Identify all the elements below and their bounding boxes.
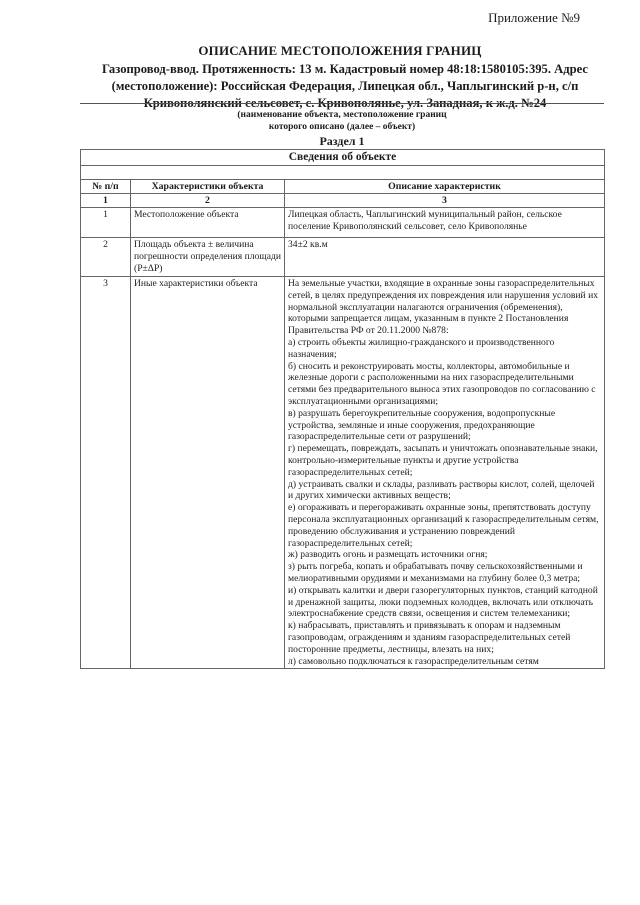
description-paragraph: з) рыть погреба, копать и обрабатывать почву сельскохозяйственными и мелиоративными орудиями и механизмами на глубину более 0,3 метра; <box>288 561 583 584</box>
description-paragraph: л) самовольно подключаться к газораспределительным сетям <box>288 655 539 667</box>
description-paragraph: и) открывать калитки и двери газорегуляторных пунктов, станций катодной и дренажной защиты, люки подземных колодцев, включать или отключать электроснабжение средств связи, освещения и систем телемеханики; <box>288 584 598 620</box>
subtitle-line: Кривополянский сельсовет, с. Кривополянье, ул. Западная, к ж.д. №24 <box>143 96 547 110</box>
description-paragraph: д) устраивать свалки и склады, разливать растворы кислот, солей, щелочей и других химически активных веществ; <box>288 478 595 502</box>
row-description <box>285 208 605 238</box>
subtitle-line: Газопровод-ввод. Протяженность: 13 м. Кадастровый номер 48:18:1580105:395. Адрес <box>102 62 588 76</box>
column-header-num: № п/п <box>81 180 131 194</box>
row-characteristic: Местоположение объекта <box>131 208 285 238</box>
description-paragraph: Липецкая область, Чаплыгинский муниципальный район, сельское поселение Кривополянский сельсовет, село Кривополянье <box>288 209 562 232</box>
description-paragraph: е) огораживать и перегораживать охранные зоны, препятствовать доступу персонала эксплуатационных организаций к газораспределительным сетям, проведению обслуживания и устранению повреждений газораспределительных сетей; <box>288 502 599 549</box>
caption-line: которого описано (далее – объект) <box>268 122 416 132</box>
column-number: 2 <box>131 194 285 208</box>
caption-line: (наименование объекта, местоположение границ <box>237 110 447 120</box>
column-number: 3 <box>285 194 605 208</box>
table-spacer-row <box>81 166 605 180</box>
description-paragraph: ж) разводить огонь и размещать источники огня; <box>288 549 488 561</box>
description-paragraph: а) строить объекты жилищно-гражданского и производственного назначения; <box>288 336 555 360</box>
section-heading: Раздел 1 <box>319 134 365 148</box>
row-characteristic: Площадь объекта ± величина погрешности определения площади (P±ΔP) <box>131 238 285 277</box>
object-info-table <box>80 149 605 669</box>
table-spacer-cell <box>81 166 605 180</box>
subtitle-line: (местоположение): Российская Федерация, Липецкая обл., Чаплыгинский р-н, с/п <box>111 79 579 93</box>
description-paragraph: к) набрасывать, приставлять и привязывать к опорам и надземным газопроводам, ограждениям и зданиям газораспределительных сетей посторонние предметы, лестницы, влезать на них; <box>288 620 571 655</box>
row-description <box>285 277 605 669</box>
table-row <box>81 208 605 238</box>
column-header-characteristic: Характеристики объекта <box>131 180 285 194</box>
description-paragraph: г) перемещать, повреждать, засыпать и уничтожать опознавательные знаки, контрольно-измерительные пункты и другие устройства газораспределительных сетей; <box>288 443 598 478</box>
row-number: 2 <box>81 238 131 277</box>
row-description <box>285 238 605 277</box>
description-paragraph: На земельные участки, входящие в охранные зоны газораспределительных сетей, в целях предупреждения их повреждения или нарушения условий их нормальной эксплуатации налагаются ограничения (обременения), которыми запрещается лицам, указанным в пункте 2 Постановления Правительства РФ от 20.11.2000 №878: <box>288 278 599 337</box>
column-header-description: Описание характеристик <box>285 180 605 194</box>
row-number: 1 <box>81 208 131 238</box>
document-title: ОПИСАНИЕ МЕСТОПОЛОЖЕНИЯ ГРАНИЦ <box>198 43 482 58</box>
description-paragraph: б) сносить и реконструировать мосты, коллекторы, автомобильные и железные дороги с расположенными на них газораспределительными сетями без предварительного выноса этих газопроводов по согласованию с эксплуатационными организациями; <box>288 360 596 407</box>
table-row <box>81 277 605 669</box>
table-block-title: Сведения об объекте <box>81 150 605 166</box>
object-caption <box>80 109 604 133</box>
table-header-row <box>81 180 605 194</box>
column-number: 1 <box>81 194 131 208</box>
table-column-number-row <box>81 194 605 208</box>
subtitle-underline <box>80 103 604 104</box>
table-row <box>81 238 605 277</box>
row-number: 3 <box>81 277 131 669</box>
description-paragraph: в) разрушать берегоукрепительные сооружения, водопропускные устройства, земляные и иные сооружения, предохраняющие газораспределительные сети от разрушений; <box>288 407 556 443</box>
object-subtitle <box>70 61 620 112</box>
row-characteristic: Иные характеристики объекта <box>131 277 285 669</box>
appendix-label: Приложение №9 <box>488 10 580 25</box>
description-paragraph: 34±2 кв.м <box>288 239 328 250</box>
